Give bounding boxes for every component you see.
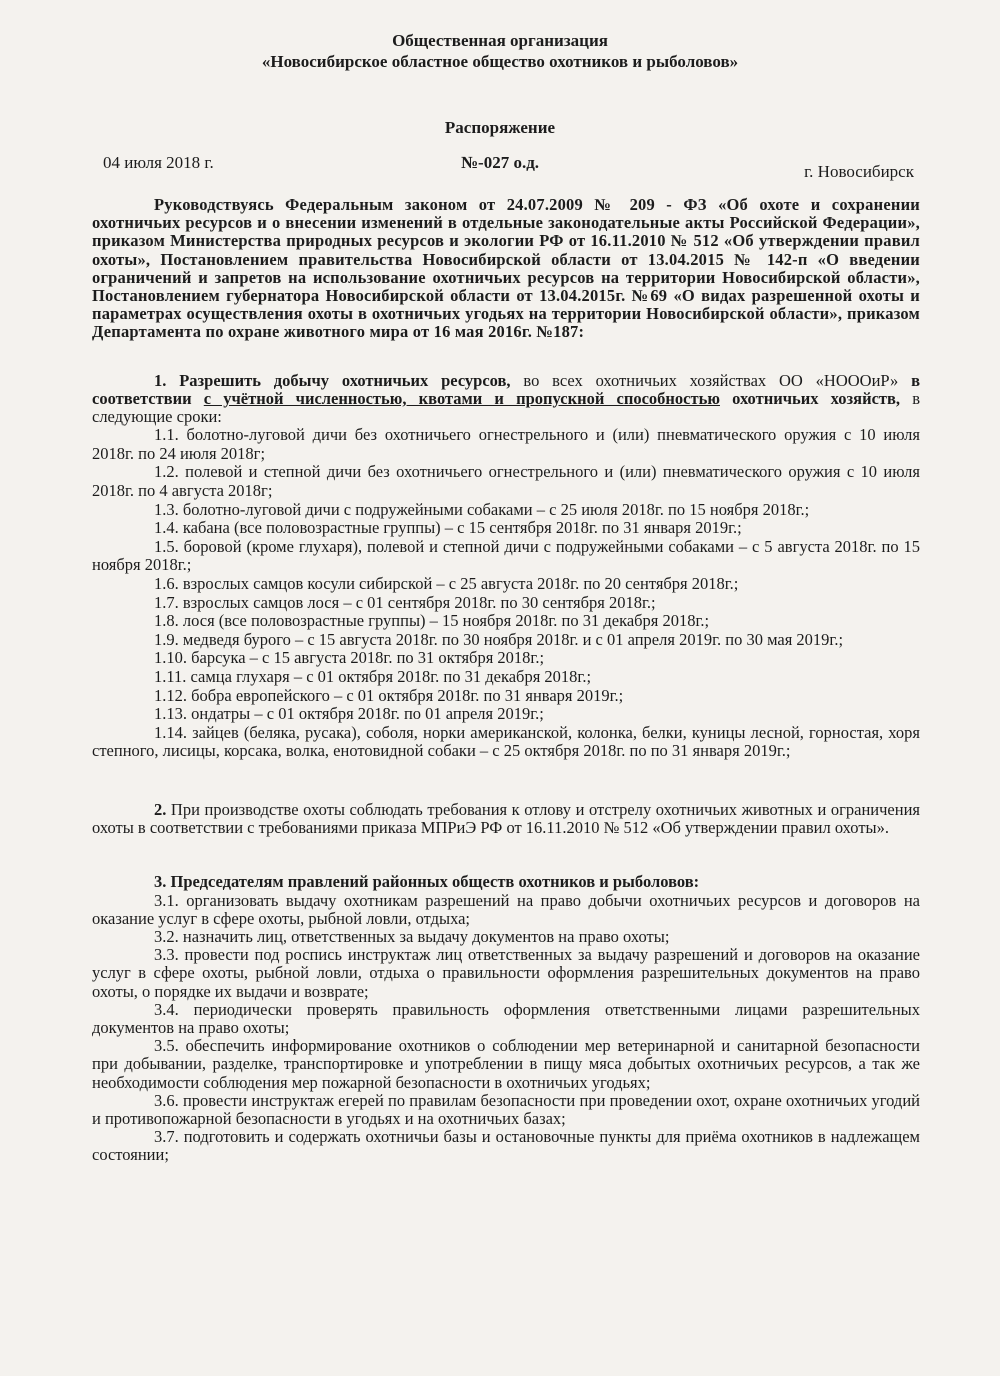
- section-1-item: 1.3. болотно-луговой дичи с подружейными собаками – с 25 июля 2018г. по 15 ноября 2018г.;: [154, 499, 810, 519]
- section-2: [92, 801, 920, 837]
- organization-header: [0, 30, 1000, 72]
- section-3-item: 3.5. обеспечить информирование охотников о соблюдении мер ветеринарной и санитарной безопасности при добывании, разделке, транспортировке и употреблении в пищу мяса добытых охотничьих ресурсов, а так же необходимости соблюдения мер пожарной безопасности в охотничьих угодьях;: [92, 1036, 920, 1092]
- org-line-1: Общественная организация: [392, 31, 608, 50]
- section-1-item: 1.2. полевой и степной дичи без охотничьего огнестрельного и (или) пневматического оружия с 10 июля 2018г. по 4 августа 2018г;: [92, 462, 920, 501]
- document-date: 04 июля 2018 г.: [103, 153, 214, 172]
- section-1-lead-underlined: с учётной численностью, квотами и пропускной способностью: [203, 388, 720, 408]
- section-1-lead-bold-1: 1. Разрешить добычу охотничьих ресурсов,: [154, 370, 511, 390]
- section-1-item: 1.4. кабана (все половозрастные группы) – с 15 сентября 2018г. по 31 января 2019г.;: [154, 518, 742, 538]
- section-1-lead: [92, 372, 920, 427]
- section-3-heading: 3. Председателям правлений районных обществ охотников и рыболовов:: [154, 872, 700, 892]
- section-1-item: 1.5. боровой (кроме глухаря), полевой и степной дичи с подружейными собаками – с 5 августа 2018г. по 15 ноября 2018г.;: [92, 536, 920, 575]
- document-type: Распоряжение: [444, 118, 556, 137]
- document-city: г. Новосибирск: [804, 162, 914, 181]
- section-1-lead-text-1: во всех охотничьих хозяйствах ОО «НОООиР»: [510, 370, 912, 390]
- section-1-item: 1.7. взрослых самцов лося – с 01 сентября 2018г. по 30 сентября 2018г.;: [154, 592, 656, 612]
- section-1-item: 1.11. самца глухаря – с 01 октября 2018г. по 31 декабря 2018г.;: [154, 666, 592, 686]
- org-line-2: «Новосибирское областное общество охотников и рыболовов»: [261, 52, 739, 71]
- section-2-text: При производстве охоты соблюдать требования к отлову и отстрелу охотничьих животных и ограничения охоты в соответствии с требованиями приказа МПРиЭ РФ от 16.11.2010 № 512 «Об утверждении правил охоты».: [92, 799, 920, 838]
- section-1-item: 1.12. бобра европейского – с 01 октября 2018г. по 31 января 2019г.;: [154, 685, 624, 705]
- section-3-items: [92, 892, 920, 1165]
- preamble: Руководствуясь Федеральным законом от 24.07.2009 № 209 - ФЗ «Об охоте и сохранении охотничьих ресурсов и о внесении изменений в отдельные законодательные акты Российской Федерации», приказом Министерства природных ресурсов и экологии РФ от 16.11.2010 № 512 «Об утверждении правил охоты», Постановлением правительства Новосибирской области от 13.04.2015 № 142-п «О введении ограничений и запретов на использование охотничьих ресурсов на территории Новосибирской области», Постановлением губернатора Новосибирской области от 13.04.2015г. №69 «О видах разрешенной охоты и параметрах осуществления охоты в охотничьих угодьях на территории Новосибирской области», приказом Департамента по охране животного мира от 16 мая 2016г. №187:: [92, 195, 920, 342]
- document-body: [92, 196, 920, 1165]
- section-1-item: 1.6. взрослых самцов косули сибирской – с 25 августа 2018г. по 20 сентября 2018г.;: [154, 573, 739, 593]
- section-1-lead-bold-2: в соответствии: [92, 370, 920, 408]
- section-1-item: 1.1. болотно-луговой дичи без охотничьего огнестрельного и (или) пневматического оружия с 10 июля 2018г. по 24 июля 2018г;: [92, 425, 920, 463]
- section-1-lead-text-2: в следующие сроки:: [92, 388, 921, 427]
- section-3-item: 3.7. подготовить и содержать охотничьи базы и остановочные пункты для приёма охотников в надлежащем состоянии;: [92, 1127, 920, 1165]
- section-3-item: 3.3. провести под роспись инструктаж лиц ответственных за выдачу разрешений и договоров на оказание услуг в сфере охоты, рыбной ловли, отдыха о правильности оформления разрешительных документов на право охоты, о порядке их выдачи и возврате;: [92, 945, 920, 1001]
- section-3-item: 3.1. организовать выдачу охотникам разрешений на право добычи охотничьих ресурсов и договоров на оказание услуг в сфере охоты, рыбной ловли, отдыха;: [92, 890, 920, 928]
- section-2-number: 2.: [154, 799, 167, 819]
- section-3-item: 3.4. периодически проверять правильность оформления ответственными лицами разрешительных документов на право охоты;: [92, 999, 920, 1037]
- section-1-item: 1.14. зайцев (беляка, русака), соболя, норки американской, колонка, белки, куницы лесной, горностая, хоря степного, лисицы, корсака, волка, енотовидной собаки – с 25 октября 2018г. по по 31 января 2019г.;: [92, 722, 920, 761]
- section-1-item: 1.9. медведя бурого – с 15 августа 2018г. по 30 ноября 2018г. и с 01 апреля 2019г. по 30 мая 2019г.;: [154, 629, 844, 649]
- section-1-item: 1.10. барсука – с 15 августа 2018г. по 31 октября 2018г.;: [154, 648, 545, 668]
- section-1-items: [92, 426, 920, 761]
- section-1-item: 1.8. лося (все половозрастные группы) – 15 ноября 2018г. по 31 декабря 2018г.;: [154, 611, 710, 631]
- section-1-lead-bold-3: охотничьих хозяйств,: [719, 388, 901, 408]
- section-3-item: 3.2. назначить лиц, ответственных за выдачу документов на право охоты;: [154, 926, 670, 946]
- document-number: №-027 о.д.: [460, 153, 540, 172]
- section-1-item: 1.13. ондатры – с 01 октября 2018г. по 01 апреля 2019г.;: [154, 704, 544, 724]
- section-3-item: 3.6. провести инструктаж егерей по правилам безопасности при проведении охот, охране охотничьих угодий и противопожарной безопасности в угодьях и на охотничьих базах;: [92, 1090, 920, 1128]
